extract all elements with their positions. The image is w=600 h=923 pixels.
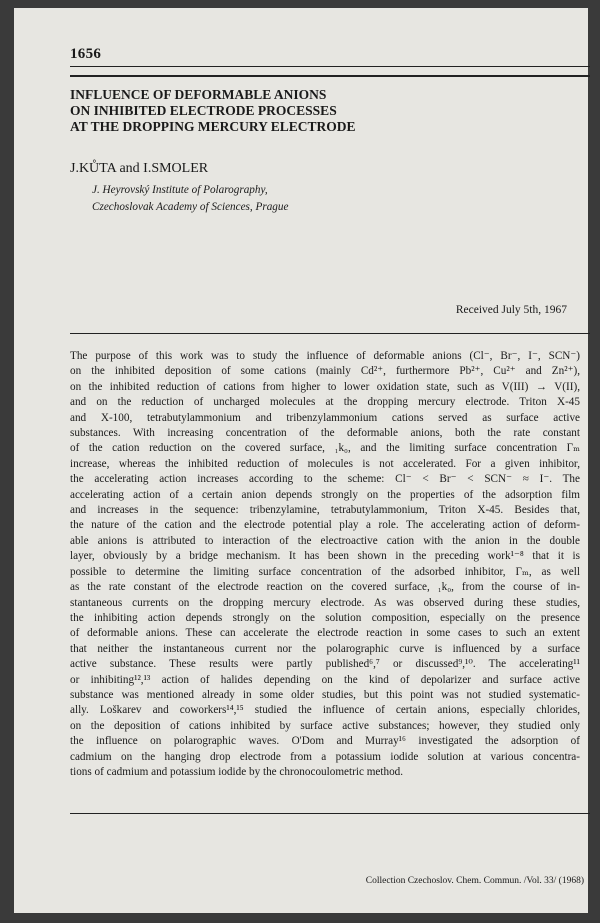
abstract-line: the inhibiting action depends strongly on the solution composition, especially on the presence	[70, 611, 580, 624]
abstract-line: stantaneous currents on the dropping mercury electrode. As was observed during these studies,	[70, 596, 580, 609]
abstract-line: the accelerating action increases according to the scheme: Cl⁻ < Br⁻ < SCN⁻ ≈ I⁻. The	[70, 473, 580, 486]
abstract-line: and on the reduction of uncharged molecules at the dropping mercury electrode. Triton X-45	[70, 396, 580, 409]
abstract-line: of deformable anions. These can accelerate the electrode reaction in some cases to such an extent	[70, 627, 580, 640]
affiliation-line: J. Heyrovský Institute of Polarography,	[92, 184, 268, 196]
article-title	[70, 87, 560, 135]
abstract-line: cadmium on the hanging drop electrode from a potassium iodide solution at various concentra-	[70, 750, 580, 763]
abstract-line: substances. With increasing concentration of the deformable anions, both the rate constant	[70, 427, 580, 440]
abstract	[70, 349, 580, 780]
title-line: ON INHIBITED ELECTRODE PROCESSES	[70, 103, 337, 118]
abstract-line: able anions is attributed to interaction of the electroactive cation with the anion in the double	[70, 534, 580, 547]
abstract-line: as the rate constant of the electrode reaction on the covered surface, ₁k₀, from the course of in-	[70, 581, 580, 594]
received-date: Received July 5th, 1967	[455, 304, 567, 316]
abstract-line: ally. Loškarev and coworkers¹⁴,¹⁵ studied the influence of certain anions, especially chlorides,	[70, 704, 580, 717]
abstract-line: tions of cadmium and potassium iodide by the chronocoulometric method.	[70, 765, 404, 778]
title-line: INFLUENCE OF DEFORMABLE ANIONS	[70, 87, 327, 102]
abstract-line: that neither the instantaneous current nor the polarographic curve is influenced by a surface	[70, 642, 580, 655]
affiliation	[92, 182, 288, 216]
abstract-top-rule	[70, 333, 590, 334]
abstract-line: or inhibiting¹²,¹³ action of halides depending on the kind of depolarizer and surface active	[70, 673, 580, 686]
abstract-line: on the deposition of cations inhibited by surface active substances; however, they studied only	[70, 719, 580, 732]
abstract-line: and increases in the sequence: tribenzylamine, tetrabutylammonium, Triton X-45. Besides that,	[70, 504, 580, 517]
journal-page	[14, 8, 588, 913]
abstract-line: and X-100, tetrabutylammonium and tribenzylammonium cations served as surface active	[70, 411, 580, 424]
header-rule	[70, 66, 590, 67]
authors: J.KŮTA and I.SMOLER	[70, 161, 209, 176]
abstract-line: accelerating action of a certain anion depends strongly on the properties of the adsorption film	[70, 488, 580, 501]
abstract-line: on the inhibited deposition of some cations (mainly Cd²⁺, furthermore Pb²⁺, Cu²⁺ and Zn²⁺),	[70, 365, 580, 378]
header-rule-thick	[70, 75, 590, 77]
abstract-line: on the inhibited reduction of cations from higher to lower oxidation state, such as V(III) → V(II),	[70, 380, 580, 393]
abstract-line: layer, obviously by a bridge mechanism. It has been shown in the preceding work¹⁻⁸ that it is	[70, 550, 580, 563]
abstract-line: The purpose of this work was to study the influence of deformable anions (Cl⁻, Br⁻, I⁻, SCN⁻)	[70, 350, 580, 362]
abstract-bottom-rule	[70, 813, 590, 814]
abstract-line: active substance. These results were partly published⁶,⁷ or discussed⁹,¹⁰. The accelerating¹¹	[70, 658, 580, 671]
title-line: AT THE DROPPING MERCURY ELECTRODE	[70, 119, 356, 134]
abstract-line: the nature of the cation and the electrode potential play a role. The accelerating action of deform-	[70, 519, 580, 532]
abstract-line: increase, whereas the inhibited reduction of molecules is not accelerated. For a given inhibitor,	[70, 457, 580, 470]
journal-footer: Collection Czechoslov. Chem. Commun. /Vol. 33/ (1968)	[365, 876, 584, 886]
abstract-line: possible to determine the limiting surface concentration of the adsorbed inhibitor, Γₘ, as well	[70, 565, 580, 578]
affiliation-line: Czechoslovak Academy of Sciences, Prague	[92, 201, 289, 213]
abstract-line: of the cation reduction on the covered surface, ₁k₀, and the limiting surface concentration Γₘ	[70, 442, 580, 455]
abstract-line: the influence on polarographic waves. O'Dom and Murray¹⁶ investigated the adsorption of	[70, 735, 580, 748]
abstract-line: substance was mentioned already in some older studies, but this point was not studied systematic-	[70, 688, 580, 701]
page-number: 1656	[70, 46, 102, 62]
